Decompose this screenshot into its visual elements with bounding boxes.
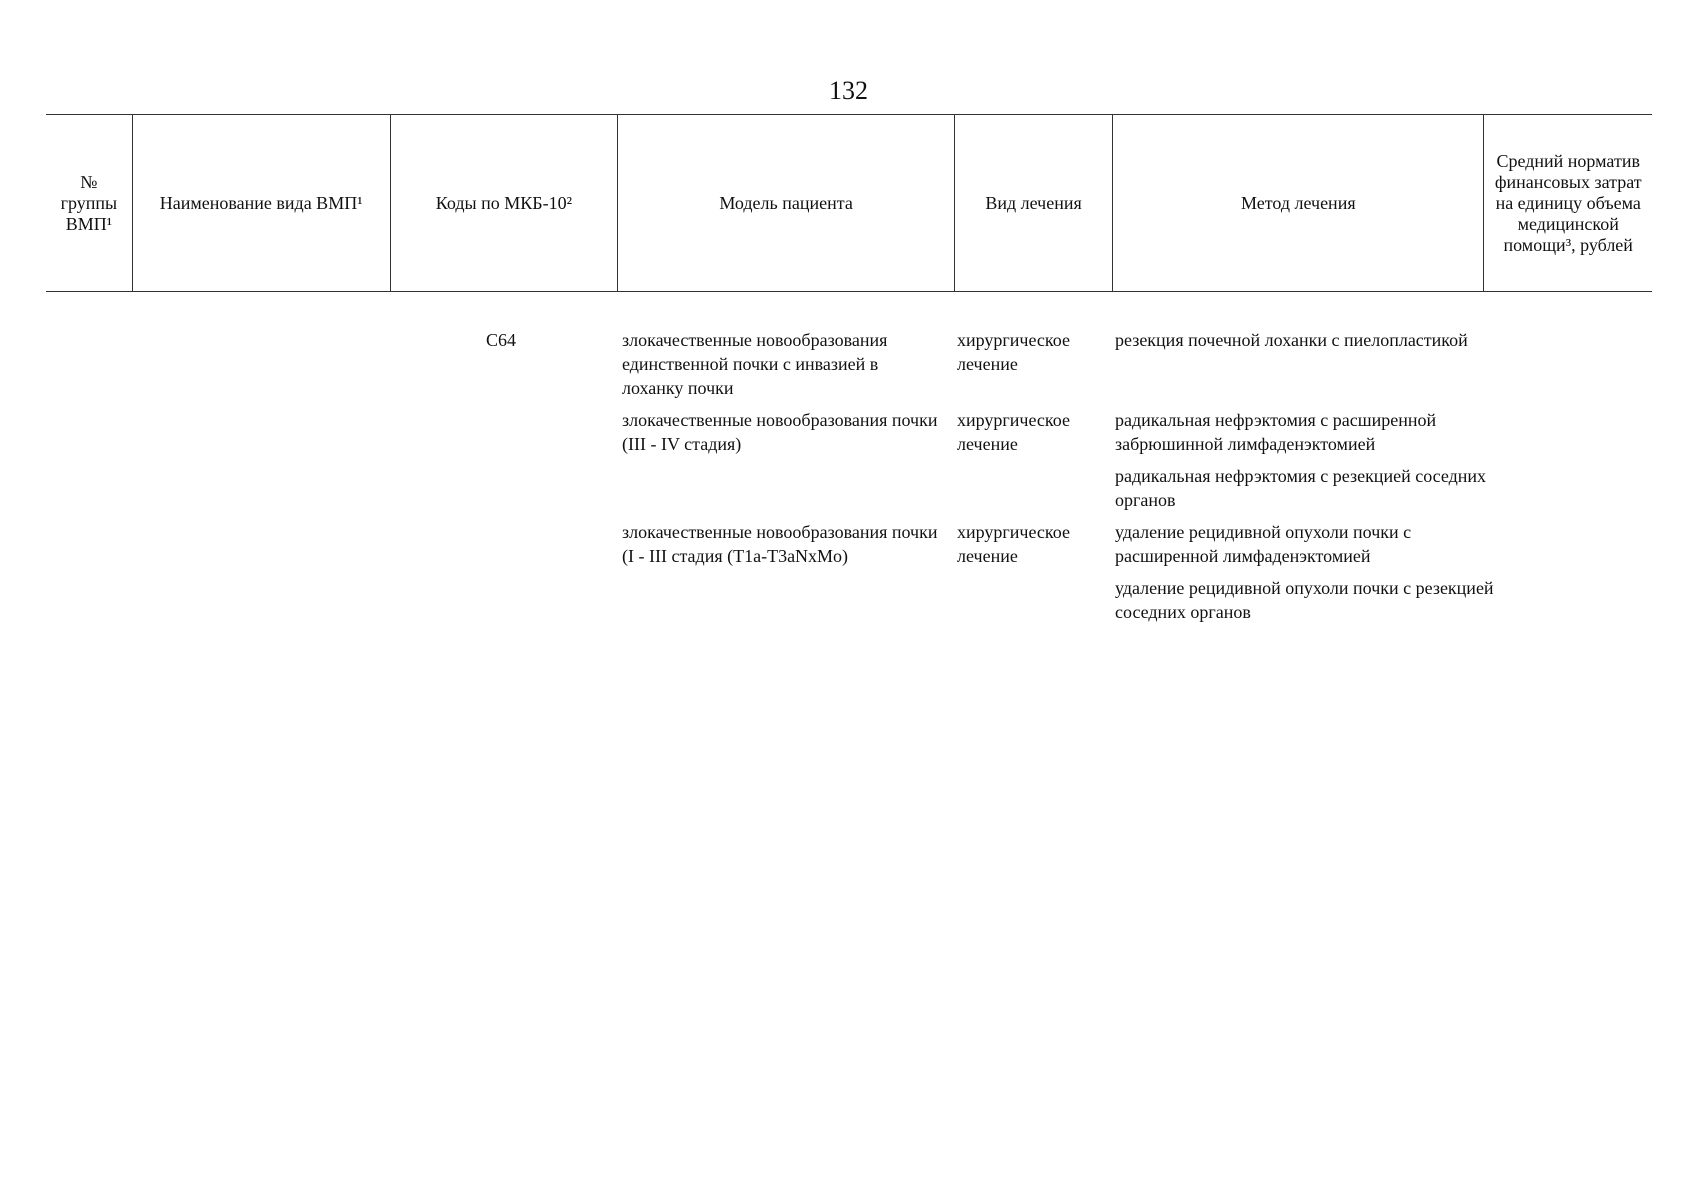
method-1: резекция почечной лоханки с пиелопластикой (1115, 330, 1468, 350)
col-norm: Средний норматив финансовых затрат на единицу объема медицинской помощи³, рублей (1484, 115, 1652, 292)
col-name: Наименование вида ВМП¹ (132, 115, 390, 292)
vid-1: хирургическое лечение (957, 330, 1070, 374)
model-2: злокачественные новообразования почки (III - IV стадия) (622, 410, 938, 454)
model-1: злокачественные новообразования единственной почки с инвазией в лоханку почки (622, 330, 888, 398)
vid-2: хирургическое лечение (957, 410, 1070, 454)
col-method: Метод лечения (1113, 115, 1484, 292)
col-model: Модель пациента (618, 115, 955, 292)
method-5: удаление рецидивной опухоли почки с резекцией соседних органов (1115, 578, 1494, 622)
col-codes: Коды по МКБ-10² (390, 115, 618, 292)
model-4: злокачественные новообразования почки (I - III стадия (T1a-T3aNxMo) (622, 522, 938, 566)
page-number: 132 (829, 76, 868, 105)
method-4: удаление рецидивной опухоли почки с расширенной лимфаденэктомией (1115, 522, 1412, 566)
code-c64: C64 (486, 330, 517, 350)
col-vid: Вид лечения (954, 115, 1112, 292)
table-header (46, 114, 1652, 292)
method-3: радикальная нефрэктомия с резекцией соседних органов (1115, 466, 1487, 510)
method-2: радикальная нефрэктомия с расширенной забрюшинной лимфаденэктомией (1115, 410, 1437, 454)
vid-4: хирургическое лечение (957, 522, 1070, 566)
col-group: № группы ВМП¹ (46, 115, 132, 292)
